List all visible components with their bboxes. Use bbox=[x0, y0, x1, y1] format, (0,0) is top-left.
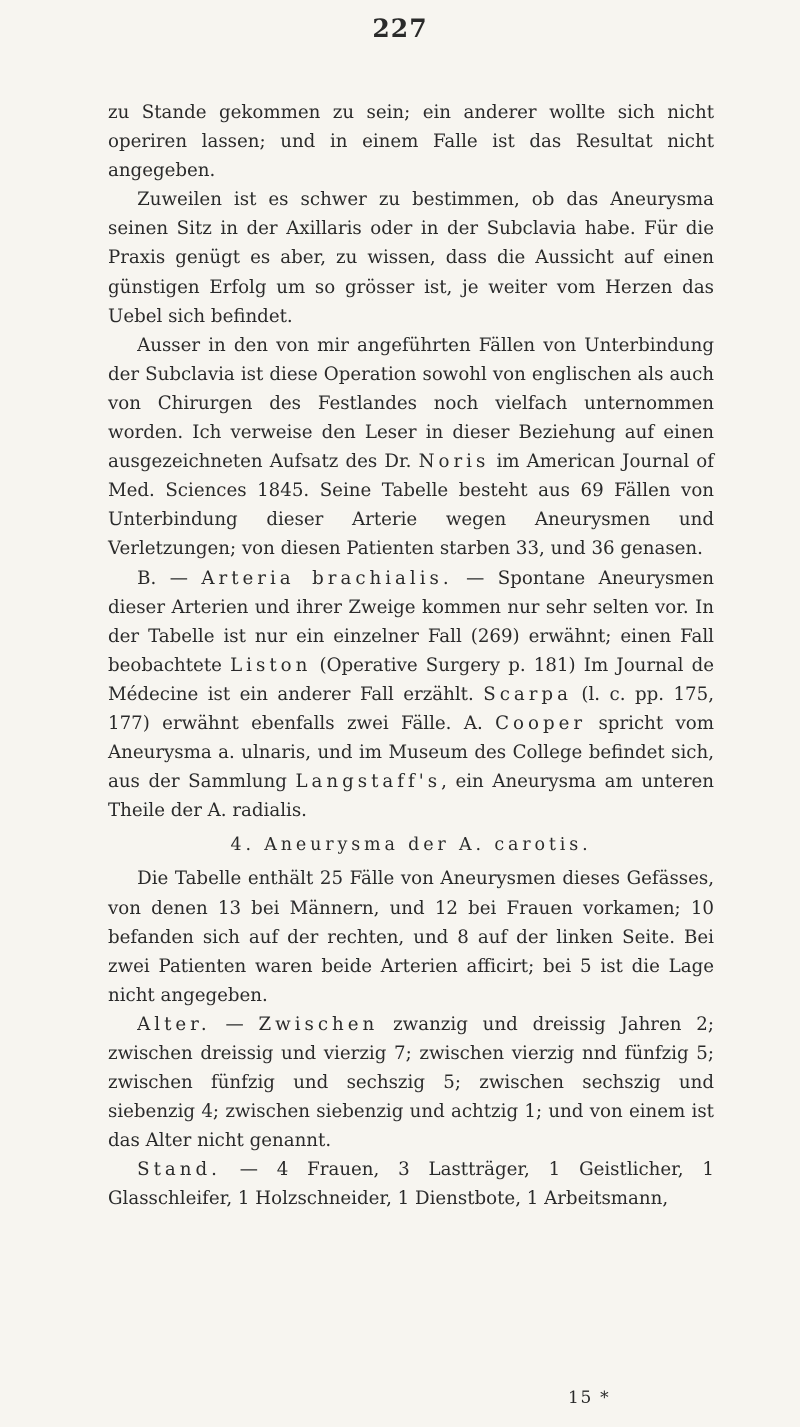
author-name-cooper: Cooper bbox=[495, 712, 587, 734]
text-segment: Ausser in den von mir angeführten Fällen von Unterbindung der Subclavia ist diese Operation sowohl von englischen als auch von Chirurgen des Festlandes noch vielfach unternommen worden. Ich verweise den Leser in dieser Beziehung auf einen ausgezeichneten Aufsatz des Dr. bbox=[108, 334, 714, 473]
author-name-liston: Liston bbox=[230, 654, 312, 676]
paragraph-continuation: zu Stande gekommen zu sein; ein anderer wollte sich nicht operiren lassen; und in einem Falle ist das Resultat nicht angegeben. bbox=[108, 102, 714, 182]
text-segment: im American Journal of Med. Sciences 1845. Seine Tabelle besteht aus 69 Fällen von Unterbindung dieser Arterie wegen Aneurysmen und Verletzungen; von diesen Patienten starben 33, und 36 genasen. bbox=[108, 451, 714, 560]
text-segment: spricht vom Aneurysma a. ulnaris, und im Museum des College befindet sich, aus der Sammlung bbox=[108, 712, 715, 793]
paragraph-alter bbox=[108, 1010, 714, 1155]
text-segment: — Spontane Aneurysmen dieser Arterien und ihrer Zweige kommen nur sehr selten vor. In der Tabelle ist nur ein einzelner Fall (269) erwähnt; einen Fall beobachtete bbox=[108, 567, 714, 676]
page-number: 227 bbox=[372, 14, 428, 43]
text-segment: (Operative Surgery p. 181) Im Journal de Médecine ist ein anderer Fall erzählt. bbox=[108, 654, 715, 705]
paragraph-unterbindung-subclavia bbox=[108, 331, 714, 564]
paragraph-aneurysma-sitz: Zuweilen ist es schwer zu bestimmen, ob das Aneurysma seinen Sitz in der Axillaris oder in der Subclavia habe. Für die Praxis genügt es aber, zu wissen, dass die Aussicht auf einen günstigen Erfolg um so grösser ist, je weiter vom Herzen das Uebel sich befindet. bbox=[108, 189, 714, 327]
signature-mark: 15 * bbox=[568, 1388, 611, 1408]
author-name-noris: Noris bbox=[418, 451, 490, 473]
text-segment: — bbox=[210, 1013, 259, 1035]
body-text bbox=[108, 98, 714, 1214]
paragraph-arteria-brachialis bbox=[108, 564, 714, 826]
text-segment: B. — bbox=[137, 567, 202, 589]
section-heading-carotis: 4. Aneurysma der A. carotis. bbox=[230, 835, 592, 856]
author-name-langstaff: Langstaff's bbox=[295, 771, 442, 793]
paragraph-stand bbox=[108, 1155, 714, 1213]
label-zwischen: Zwischen bbox=[258, 1013, 379, 1035]
text-segment: zwanzig und dreissig Jahren 2; zwischen dreissig und vierzig 7; zwischen vierzig nnd fünfzig 5; zwischen fünfzig und sechszig 5; zwischen sechszig und siebenzig 4; zwischen siebenzig und achtzig 1; und von einem ist das Alter nicht genannt. bbox=[108, 1013, 714, 1152]
label-stand: Stand. bbox=[137, 1159, 221, 1181]
author-name-scarpa: Scarpa bbox=[483, 683, 572, 705]
text-segment: (l. c. pp. 175, 177) erwähnt ebenfalls zwei Fälle. A. bbox=[108, 683, 714, 734]
text-segment: — 4 Frauen, 3 Lastträger, 1 Geistlicher, 1 Glasschleifer, 1 Holzschneider, 1 Dienstbote, 1 Arbeitsmann, bbox=[108, 1159, 714, 1210]
label-alter: Alter. bbox=[137, 1013, 211, 1035]
paragraph-tabelle-carotis: Die Tabelle enthält 25 Fälle von Aneurysmen dieses Gefässes, von denen 13 bei Männern, und 12 bei Frauen vorkamen; 10 befanden sich auf der rechten, und 8 auf der linken Seite. Bei zwei Patienten waren beide Arterien afficirt; bei 5 ist die Lage nicht angegeben. bbox=[108, 868, 714, 1006]
text-segment: , ein Aneurysma am unteren Theile der A. radialis. bbox=[108, 771, 714, 822]
subheading-arteria-brachialis: Arteria brachialis. bbox=[201, 567, 453, 589]
